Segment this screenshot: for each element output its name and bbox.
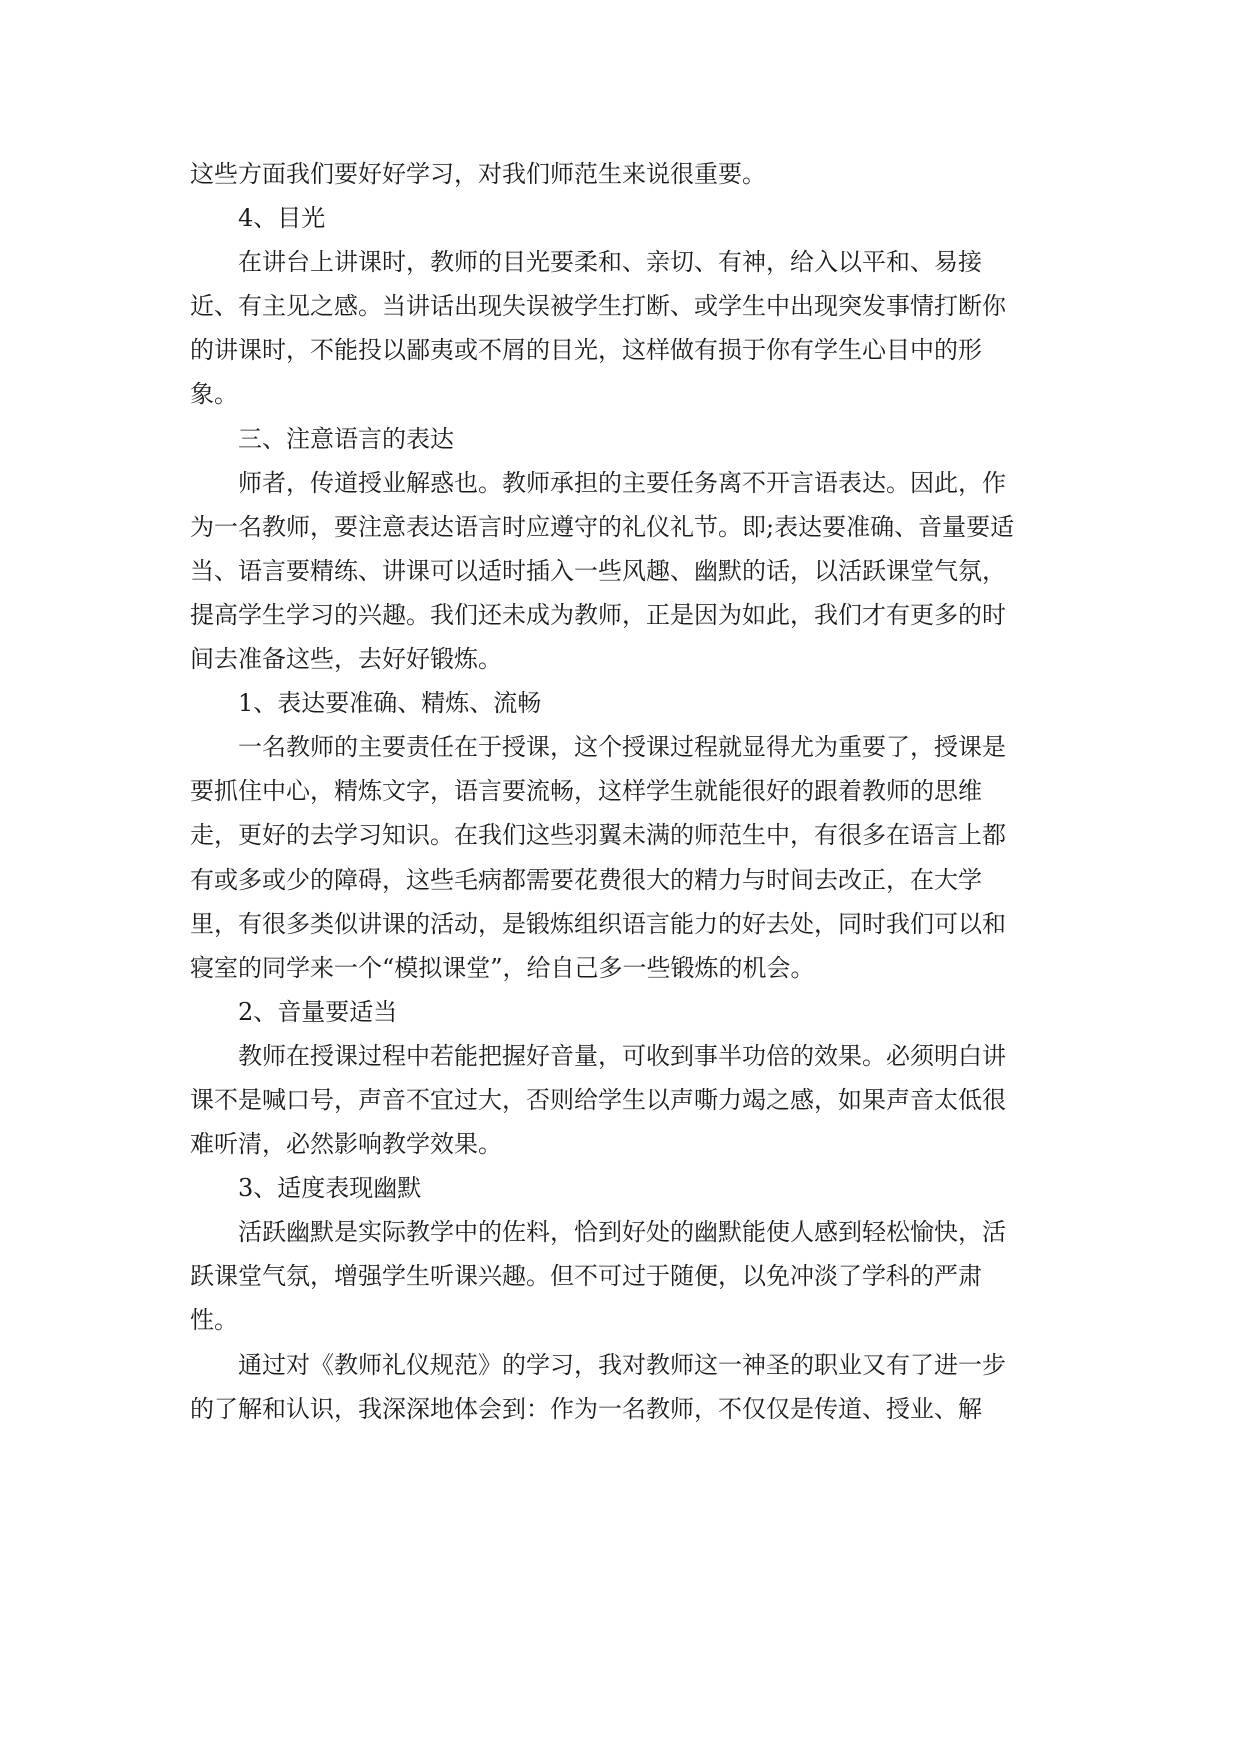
text-line: 的讲课时，不能投以鄙夷或不屑的目光，这样做有损于你有学生心目中的形: [190, 336, 982, 365]
text-line: 的了解和认识，我深深地体会到：作为一名教师，不仅仅是传道、授业、解: [190, 1394, 982, 1423]
text-line: 难听清，必然影响教学效果。: [190, 1130, 502, 1159]
text-line: 教师在授课过程中若能把握好音量，可收到事半功倍的效果。必须明白讲: [238, 1041, 1006, 1070]
text-line: 寝室的同学来一个“模拟课堂”，给自己多一些锻炼的机会。: [190, 953, 815, 982]
text-line: 师者，传道授业解惑也。教师承担的主要任务离不开言语表达。因此，作: [238, 468, 1006, 497]
text-line: 活跃幽默是实际教学中的佐料，恰到好处的幽默能使人感到轻松愉快，活: [238, 1218, 1006, 1247]
text-line: 近、有主见之感。当讲话出现失误被学生打断、或学生中出现突发事情打断你: [190, 292, 1006, 321]
text-line: 这些方面我们要好好学习，对我们师范生来说很重要。: [190, 160, 766, 188]
document-body: [190, 152, 1050, 1431]
text-line: 间去准备这些，去好好锻炼。: [190, 645, 502, 674]
text-line: 里，有很多类似讲课的活动，是锻炼组织语言能力的好去处，同时我们可以和: [190, 909, 1006, 938]
text-line: 象。: [190, 380, 238, 409]
text-line: 当、语言要精练、讲课可以适时插入一些风趣、幽默的话，以活跃课堂气氛，: [190, 556, 1006, 585]
text-line: 走，更好的去学习知识。在我们这些羽翼未满的师范生中，有很多在语言上都: [190, 821, 1006, 850]
text-line: 有或多或少的障碍，这些毛病都需要花费很大的精力与时间去改正，在大学: [190, 865, 982, 894]
text-line: 课不是喊口号，声音不宜过大，否则给学生以声嘶力竭之感，如果声音太低很: [190, 1085, 1006, 1114]
text-line: 性。: [190, 1306, 238, 1335]
text-line: 4、目光: [238, 204, 326, 233]
text-line: 三、注意语言的表达: [238, 424, 454, 453]
text-line: 2、音量要适当: [238, 997, 398, 1026]
text-line: 跃课堂气氛，增强学生听课兴趣。但不可过于随便，以免冲淡了学科的严肃: [190, 1262, 982, 1291]
text-line: 为一名教师，要注意表达语言时应遵守的礼仪礼节。即;表达要准确、音量要适: [190, 512, 1015, 541]
text-line: 通过对《教师礼仪规范》的学习，我对教师这一神圣的职业又有了进一步: [238, 1350, 1006, 1379]
text-line: 要抓住中心，精炼文字，语言要流畅，这样学生就能很好的跟着教师的思维: [190, 777, 982, 806]
text-line: 3、适度表现幽默: [238, 1174, 422, 1203]
text-line: 提高学生学习的兴趣。我们还未成为教师，正是因为如此，我们才有更多的时: [190, 600, 1006, 629]
text-line: 一名教师的主要责任在于授课，这个授课过程就显得尤为重要了，授课是: [238, 733, 1006, 762]
text-line: 在讲台上讲课时，教师的目光要柔和、亲切、有神，给入以平和、易接: [238, 248, 982, 277]
text-line: 1、表达要准确、精炼、流畅: [238, 689, 542, 718]
